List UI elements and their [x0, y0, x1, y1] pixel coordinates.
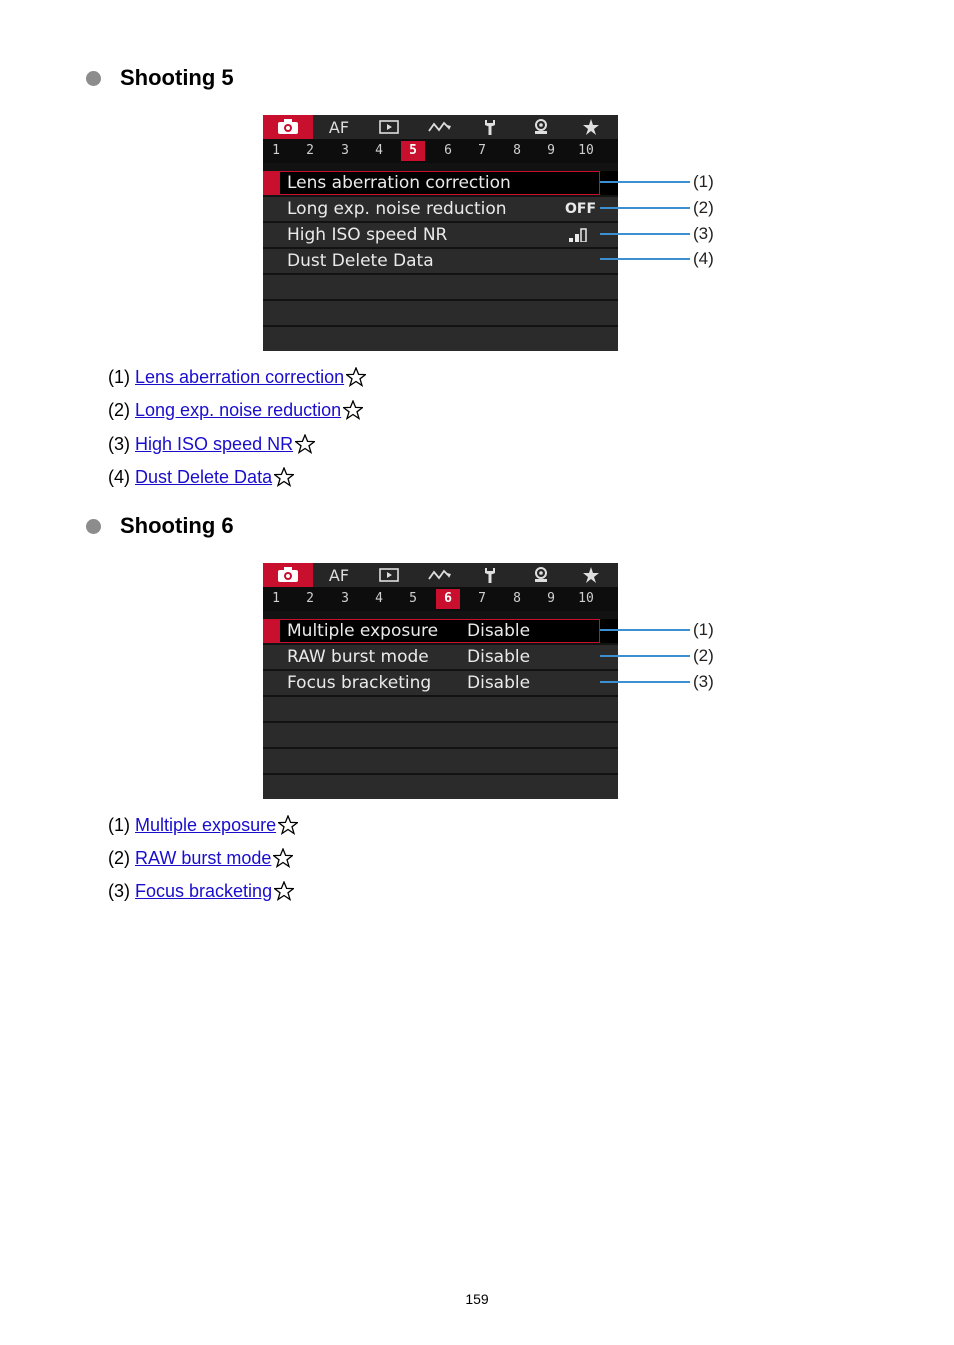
- tab-setup[interactable]: [465, 563, 515, 587]
- tab-wireless[interactable]: [415, 563, 465, 587]
- tab-custom-functions[interactable]: [516, 115, 566, 139]
- menu-screen-shooting-5: [263, 115, 618, 351]
- page-number-2[interactable]: 2: [306, 591, 314, 606]
- page-number-7[interactable]: 7: [478, 591, 486, 606]
- custom-functions-icon: [532, 567, 550, 583]
- menu-row-lens-aberration-correction[interactable]: [263, 171, 618, 195]
- callout-label-2: (2): [693, 646, 714, 665]
- menu-tab-bar: [263, 115, 618, 139]
- link-high-iso-speed-nr[interactable]: High ISO speed NR: [135, 434, 294, 454]
- menu-row-empty: [263, 697, 618, 721]
- menu-row-empty: [263, 301, 618, 325]
- menu-row-multiple-exposure[interactable]: [263, 619, 618, 643]
- link-long-exp-noise-reduction[interactable]: Long exp. noise reduction: [135, 400, 342, 420]
- page-number-3[interactable]: 3: [341, 143, 349, 158]
- page-number: 159: [465, 1291, 489, 1307]
- page-number-1[interactable]: 1: [272, 591, 280, 606]
- tab-af-label: AF: [328, 117, 350, 137]
- link-raw-burst-mode[interactable]: RAW burst mode: [135, 848, 272, 868]
- tab-wireless[interactable]: [415, 115, 465, 139]
- menu-row-empty: [263, 275, 618, 299]
- section-heading-shooting-6: [86, 512, 234, 540]
- page-number-4[interactable]: 4: [375, 591, 383, 606]
- star-outline-icon: [274, 467, 294, 487]
- section-heading-shooting-5: [86, 64, 234, 92]
- bullet-icon: [86, 519, 101, 534]
- page-number-1[interactable]: 1: [272, 143, 280, 158]
- menu-row-label: Lens aberration correction: [287, 173, 511, 193]
- star-outline-icon: [273, 848, 293, 868]
- signal-level-icon: [569, 228, 587, 242]
- page-number-9[interactable]: 9: [547, 591, 555, 606]
- page-number-4[interactable]: 4: [375, 143, 383, 158]
- star-outline-icon: [343, 400, 363, 420]
- section-title: Shooting 5: [120, 65, 234, 90]
- callout-line-1: [600, 181, 690, 183]
- tab-af-label: AF: [328, 565, 350, 585]
- menu-row-label: Dust Delete Data: [287, 251, 434, 271]
- tab-my-menu[interactable]: [566, 563, 616, 587]
- menu-row-empty: [263, 775, 618, 799]
- page-number-6[interactable]: 6: [436, 589, 460, 609]
- link-multiple-exposure[interactable]: Multiple exposure: [135, 815, 277, 835]
- playback-icon: [379, 120, 399, 134]
- tab-af[interactable]: [314, 563, 364, 587]
- page-number-9[interactable]: 9: [547, 143, 555, 158]
- menu-row-label: High ISO speed NR: [287, 225, 448, 245]
- callout-label-1: (1): [693, 620, 714, 639]
- section-title: Shooting 6: [120, 513, 234, 538]
- menu-row-value: Disable: [467, 673, 531, 693]
- menu-page-numbers: [263, 139, 618, 163]
- callout-label-2: (2): [693, 198, 714, 217]
- menu-row-dust-delete-data[interactable]: [263, 249, 618, 273]
- page-number-10[interactable]: 10: [578, 143, 594, 158]
- callout-label-1: (1): [693, 172, 714, 191]
- list-item: [108, 433, 315, 455]
- list-item: [108, 466, 294, 488]
- item-number: (3): [108, 881, 130, 901]
- my-menu-star-icon: [583, 119, 599, 135]
- callout-label-4: (4): [693, 249, 714, 268]
- tab-my-menu[interactable]: [566, 115, 616, 139]
- menu-row-empty: [263, 749, 618, 773]
- star-outline-icon: [295, 434, 315, 454]
- menu-row-label: RAW burst mode: [287, 647, 429, 667]
- page-number-10[interactable]: 10: [578, 591, 594, 606]
- menu-page-numbers: [263, 587, 618, 611]
- page-number-2[interactable]: 2: [306, 143, 314, 158]
- star-outline-icon: [346, 367, 366, 387]
- menu-row-long-exp-noise-reduction[interactable]: [263, 197, 618, 221]
- menu-row-label: Focus bracketing: [287, 673, 432, 693]
- bullet-icon: [86, 71, 101, 86]
- list-item: [108, 847, 293, 869]
- wrench-icon: [483, 119, 497, 135]
- menu-tab-bar: [263, 563, 618, 587]
- callout-line-2: [600, 655, 690, 657]
- menu-row-label: Long exp. noise reduction: [287, 199, 507, 219]
- star-outline-icon: [278, 815, 298, 835]
- custom-functions-icon: [532, 119, 550, 135]
- callout-line-4: [600, 258, 690, 260]
- menu-row-focus-bracketing[interactable]: [263, 671, 618, 695]
- tab-af[interactable]: [314, 115, 364, 139]
- page-number-8[interactable]: 8: [513, 591, 521, 606]
- item-number: (3): [108, 434, 130, 454]
- my-menu-star-icon: [583, 567, 599, 583]
- item-number: (2): [108, 400, 130, 420]
- menu-row-label: Multiple exposure: [287, 621, 439, 641]
- callout-label-3: (3): [693, 224, 714, 243]
- wireless-icon: [428, 121, 452, 133]
- callout-label-3: (3): [693, 672, 714, 691]
- page-number-8[interactable]: 8: [513, 143, 521, 158]
- item-number: (2): [108, 848, 130, 868]
- star-outline-icon: [274, 881, 294, 901]
- menu-row-raw-burst-mode[interactable]: [263, 645, 618, 669]
- list-item: [108, 366, 366, 388]
- playback-icon: [379, 568, 399, 582]
- menu-row-value: OFF: [565, 201, 597, 217]
- camera-icon: [277, 119, 299, 135]
- callout-line-3: [600, 681, 690, 683]
- item-number: (1): [108, 815, 130, 835]
- tab-custom-functions[interactable]: [516, 563, 566, 587]
- link-dust-delete-data[interactable]: Dust Delete Data: [135, 467, 273, 487]
- page-number-7[interactable]: 7: [478, 143, 486, 158]
- page-number-6[interactable]: 6: [444, 143, 452, 158]
- list-item: [108, 880, 294, 902]
- page-number-5[interactable]: 5: [409, 591, 417, 606]
- menu-row-empty: [263, 723, 618, 747]
- page-number-5[interactable]: 5: [401, 141, 425, 161]
- menu-row-empty: [263, 327, 618, 351]
- list-item: [108, 399, 363, 421]
- camera-icon: [277, 567, 299, 583]
- callout-line-3: [600, 233, 690, 235]
- menu-row-value: Disable: [467, 621, 531, 641]
- page-number-3[interactable]: 3: [341, 591, 349, 606]
- wrench-icon: [483, 567, 497, 583]
- item-number: (4): [108, 467, 130, 487]
- tab-shooting[interactable]: [263, 115, 313, 139]
- wireless-icon: [428, 569, 452, 581]
- tab-shooting[interactable]: [263, 563, 313, 587]
- callout-line-1: [600, 629, 690, 631]
- link-focus-bracketing[interactable]: Focus bracketing: [135, 881, 273, 901]
- tab-playback[interactable]: [364, 115, 414, 139]
- menu-screen-shooting-6: [263, 563, 618, 799]
- tab-setup[interactable]: [465, 115, 515, 139]
- menu-row-value: Disable: [467, 647, 531, 667]
- tab-playback[interactable]: [364, 563, 414, 587]
- menu-row-high-iso-speed-nr[interactable]: [263, 223, 618, 247]
- list-item: [108, 814, 298, 836]
- callout-line-2: [600, 207, 690, 209]
- item-number: (1): [108, 367, 130, 387]
- link-lens-aberration-correction[interactable]: Lens aberration correction: [135, 367, 345, 387]
